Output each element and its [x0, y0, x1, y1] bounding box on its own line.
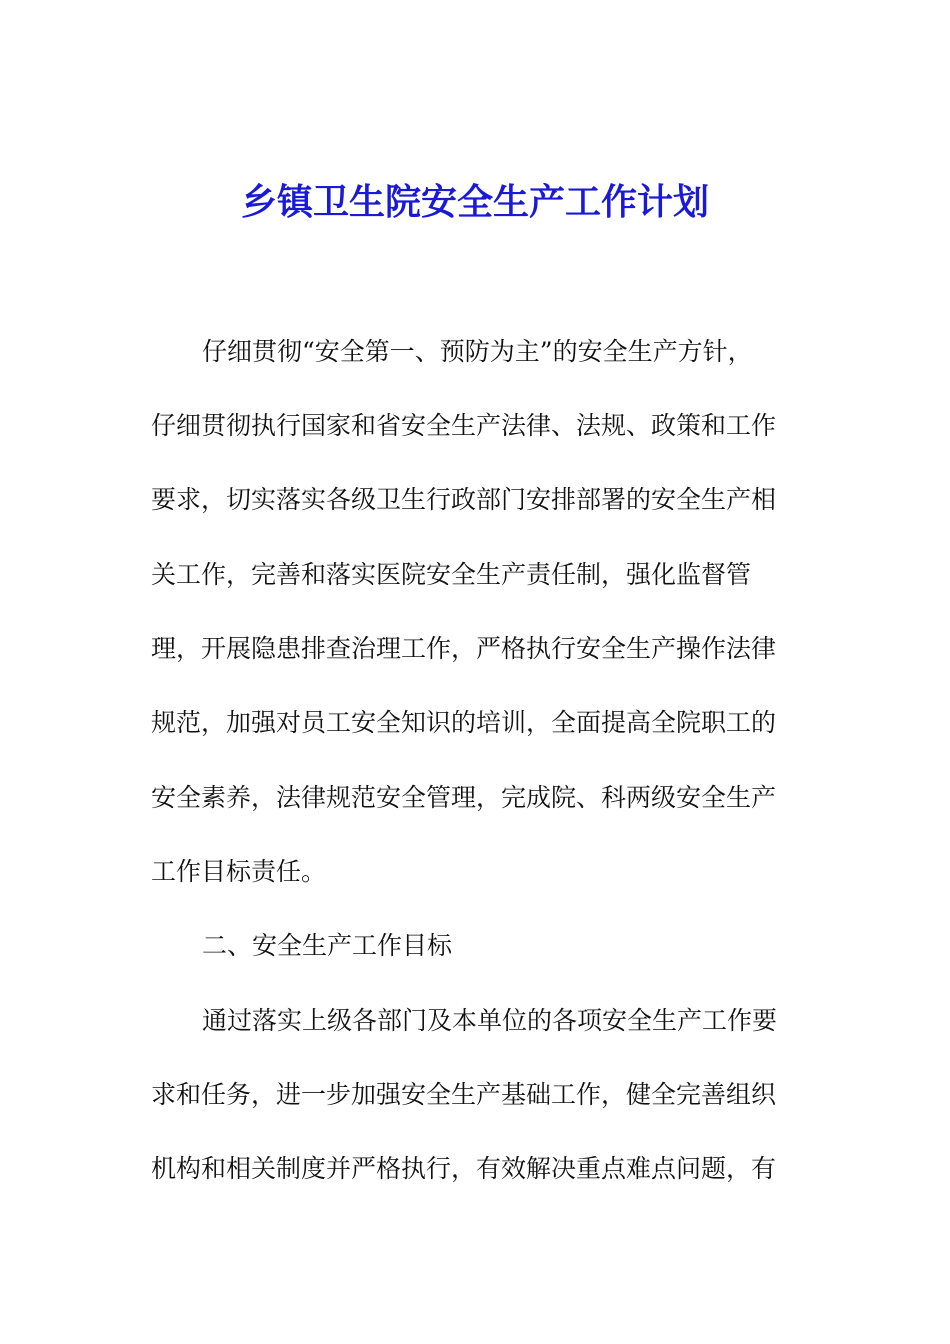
paragraph-1-line-7: 安全素养，法律规范安全管理，完成院、科两级安全生产 [151, 783, 777, 812]
document-title: 乡镇卫生院安全生产工作计划 [240, 181, 709, 223]
paragraph-1-line-2: 仔细贯彻执行国家和省安全生产法律、法规、政策和工作 [151, 411, 777, 440]
paragraph-1-line-3: 要求，切实落实各级卫生行政部门安排部署的安全生产相 [151, 485, 777, 514]
paragraph-2-line-1: 通过落实上级各部门及本单位的各项安全生产工作要 [202, 1006, 778, 1035]
paragraph-1-line-1: 仔细贯彻“安全第一、预防为主”的安全生产方针， [202, 337, 753, 366]
paragraph-1-line-6: 规范，加强对员工安全知识的培训，全面提高全院职工的 [151, 708, 777, 737]
paragraph-1-line-8: 工作目标责任。 [151, 857, 327, 886]
paragraph-2-line-2: 求和任务，进一步加强安全生产基础工作，健全完善组织 [151, 1080, 777, 1109]
paragraph-2-line-3: 机构和相关制度并严格执行，有效解决重点难点问题，有 [151, 1154, 777, 1183]
paragraph-1-line-4: 关工作，完善和落实医院安全生产责任制，强化监督管 [151, 560, 752, 589]
paragraph-1-line-5: 理，开展隐患排查治理工作，严格执行安全生产操作法律 [151, 634, 777, 663]
section-heading-2: 二、安全生产工作目标 [202, 931, 453, 960]
